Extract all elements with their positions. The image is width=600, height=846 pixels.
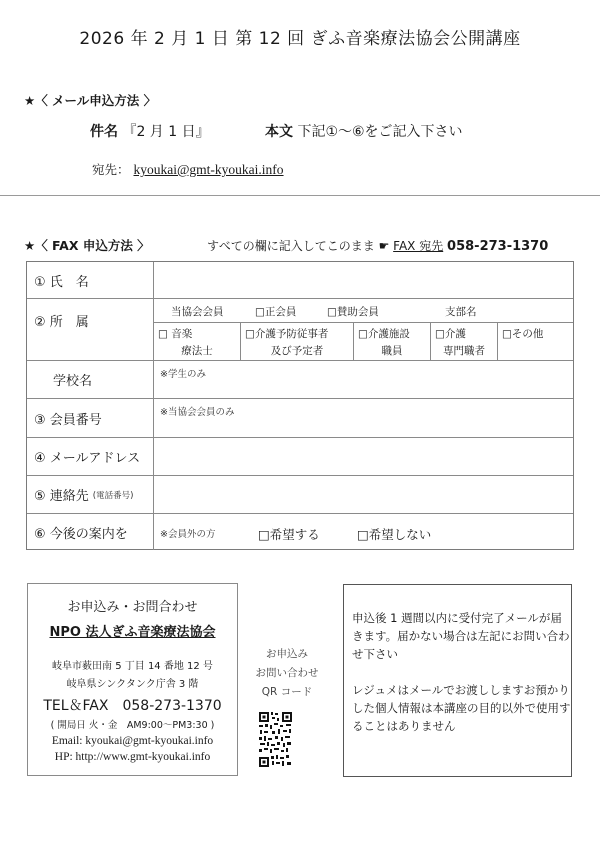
option-line1: □介護: [435, 328, 466, 340]
email-label: ④ メールアドレス: [27, 438, 154, 475]
notice-paragraph-confirmation: 申込後 1 週間以内に受付完了メールが届きます。届かない場合は左記にお問い合わせ下さい: [352, 611, 570, 661]
fax-number: 058-273-1370: [447, 239, 549, 254]
profession-row: [154, 323, 573, 360]
mail-body-instruction: [265, 121, 463, 141]
future-info-note: ※会員外の方: [160, 529, 216, 540]
qr-caption-line1: お申込み: [266, 648, 308, 660]
option-care-specialist[interactable]: [431, 323, 498, 360]
wish-yes-checkbox[interactable]: □希望する: [258, 527, 320, 542]
address: [28, 658, 237, 694]
body-value: 下記①～⑥をご記入下さい: [297, 124, 463, 140]
application-form-table: [26, 261, 574, 550]
option-care-prevention[interactable]: [241, 323, 354, 360]
form-row-affiliation: [27, 299, 573, 361]
future-info-field: [154, 514, 573, 550]
notice-box: [343, 584, 572, 777]
dest-label: 宛先：: [92, 162, 130, 177]
future-info-label: ⑥ 今後の案内を: [27, 514, 154, 550]
contact-label: [27, 476, 154, 513]
page-title: 2026 年 2 月 1 日 第 12 回 ぎふ音楽療法協会公開講座: [79, 29, 521, 49]
qr-caption-line2: お問い合わせ: [255, 667, 319, 679]
member-type-label: 当協会会員: [171, 306, 224, 318]
option-other[interactable]: [498, 323, 573, 360]
fax-section-heading: ★〈 FAX 申込方法 〉: [24, 238, 150, 253]
member-number-field[interactable]: [154, 399, 573, 437]
form-row-member-number: [27, 399, 573, 438]
form-row-email: [27, 438, 573, 476]
school-label: 学校名: [27, 361, 154, 398]
section-divider: [0, 195, 600, 196]
qr-caption: [245, 645, 329, 702]
subject-label: 件名: [90, 124, 118, 140]
option-music-therapist[interactable]: [154, 323, 241, 360]
option-line2: 専門職者: [443, 345, 485, 357]
mail-section-heading: ★〈 メール申込方法 〉: [24, 93, 157, 108]
affiliation-field: [154, 299, 573, 360]
dest-email-link[interactable]: kyoukai@gmt-kyoukai.info: [133, 162, 284, 177]
notice-paragraph-privacy: レジュメはメールでお渡ししますお預かりした個人情報は本講座の目的以外で使用することはありません: [352, 683, 571, 733]
tel-fax: TEL＆FAX 058-273-1370: [43, 698, 222, 714]
homepage-link[interactable]: HP: http://www.gmt-kyoukai.info: [54, 751, 211, 763]
fax-destination-label: FAX 宛先: [393, 239, 444, 253]
option-line2: 及び予定者: [270, 345, 324, 357]
name-field[interactable]: [154, 262, 573, 298]
qr-code-icon[interactable]: [258, 711, 293, 768]
supporting-member-checkbox[interactable]: □賛助会員: [327, 306, 379, 318]
affiliation-label: ② 所 属: [27, 299, 154, 360]
option-line2: 療法士: [181, 345, 213, 357]
form-row-future-info: [27, 514, 573, 550]
contact-label-sub: (電話番号): [92, 490, 134, 501]
contact-email-link[interactable]: Email: kyoukai@gmt-kyoukai.info: [51, 735, 214, 747]
contact-box-title: お申込み・お問合わせ: [67, 600, 198, 615]
school-note: ※学生のみ: [160, 369, 206, 380]
office-hours: ( 開局日 火・金 AM9:00～PM3:30 ): [50, 720, 215, 731]
option-line1: □ 音楽: [158, 328, 193, 340]
mail-subject: [90, 121, 210, 141]
email-field[interactable]: [154, 438, 573, 475]
member-number-label: ③ 会員番号: [27, 399, 154, 437]
branch-name-label: 支部名: [445, 306, 477, 318]
school-field[interactable]: [154, 361, 573, 398]
option-line1: □介護予防従事者: [245, 328, 329, 340]
name-label: ① 氏 名: [27, 262, 154, 298]
option-care-facility-staff[interactable]: [354, 323, 431, 360]
address-line1: 岐阜市薮田南 5 丁目 14 番地 12 号: [52, 661, 213, 672]
qr-caption-line3: QR コード: [261, 686, 313, 698]
mail-destination: [92, 160, 284, 178]
subject-value: 『2 月 1 日』: [122, 124, 210, 140]
contact-phone-field[interactable]: [154, 476, 573, 513]
membership-row: [154, 299, 573, 323]
option-line2: 職員: [381, 345, 403, 357]
body-label: 本文: [265, 124, 293, 140]
wish-no-checkbox[interactable]: □希望しない: [357, 527, 432, 542]
form-row-name: [27, 262, 573, 299]
option-line1: □介護施設: [358, 328, 410, 340]
contact-info-box: [27, 583, 238, 776]
address-line2: 岐阜県シンクタンク庁舎 3 階: [66, 679, 199, 690]
contact-label-text: ⑤ 連絡先: [34, 489, 89, 504]
form-row-school: [27, 361, 573, 399]
organization-name: NPO 法人ぎふ音楽療法協会: [49, 625, 216, 640]
form-row-contact: [27, 476, 573, 514]
fax-note-text: すべての欄に記入してこのまま ☛: [207, 239, 394, 253]
option-line1: □その他: [502, 328, 544, 340]
regular-member-checkbox[interactable]: □正会員: [255, 306, 297, 318]
fax-instruction: [207, 237, 548, 254]
member-number-note: ※当協会会員のみ: [160, 407, 235, 418]
